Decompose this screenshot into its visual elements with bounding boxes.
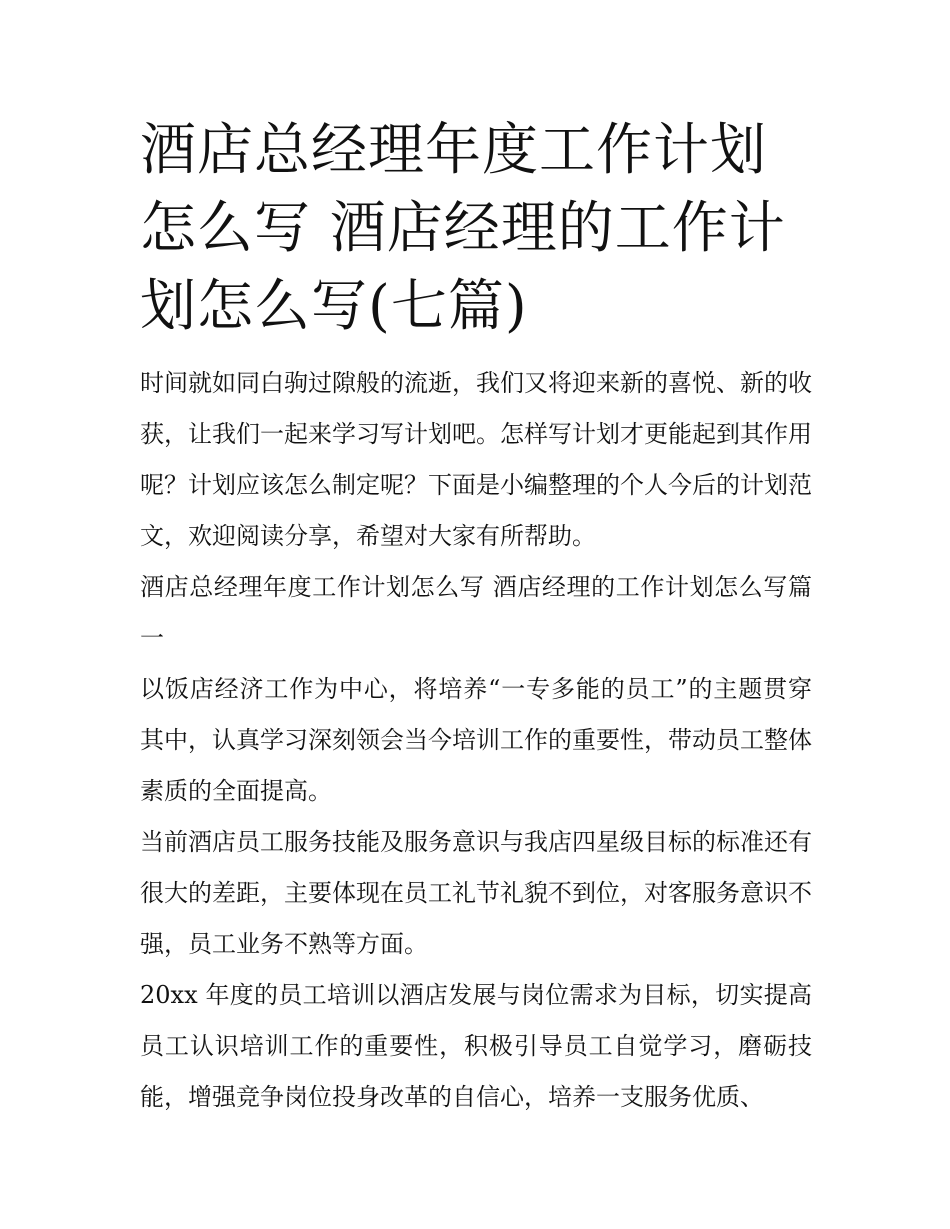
document-title: 酒店总经理年度工作计划怎么写 酒店经理的工作计划怎么写(七篇)	[140, 118, 786, 339]
paragraph-annual-goal: 20xx 年度的员工培训以酒店发展与岗位需求为目标，切实提高员工认识培训工作的重要性，积极引导员工自觉学习，磨砺技能，增强竞争岗位投身改革的自信心，培养一支服务优质、	[140, 981, 812, 1111]
paragraph-current-gap: 当前酒店员工服务技能及服务意识与我店四星级目标的标准还有很大的差距，主要体现在员工礼节礼貌不到位，对客服务意识不强，员工业务不熟等方面。	[140, 828, 812, 958]
paragraph-intro: 时间就如同白驹过隙般的流逝，我们又将迎来新的喜悦、新的收获，让我们一起来学习写计划吧。怎样写计划才更能起到其作用呢？计划应该怎么制定呢？下面是小编整理的个人今后的计划范文，欢迎阅读分享，希望对大家有所帮助。	[140, 369, 812, 550]
section-heading: 酒店总经理年度工作计划怎么写 酒店经理的工作计划怎么写篇一	[140, 573, 812, 652]
document-body	[140, 358, 812, 1123]
paragraph-training-focus: 以饭店经济工作为中心，将培养“一专多能的员工”的主题贯穿其中，认真学习深刻领会当今培训工作的重要性，带动员工整体素质的全面提高。	[140, 675, 812, 805]
